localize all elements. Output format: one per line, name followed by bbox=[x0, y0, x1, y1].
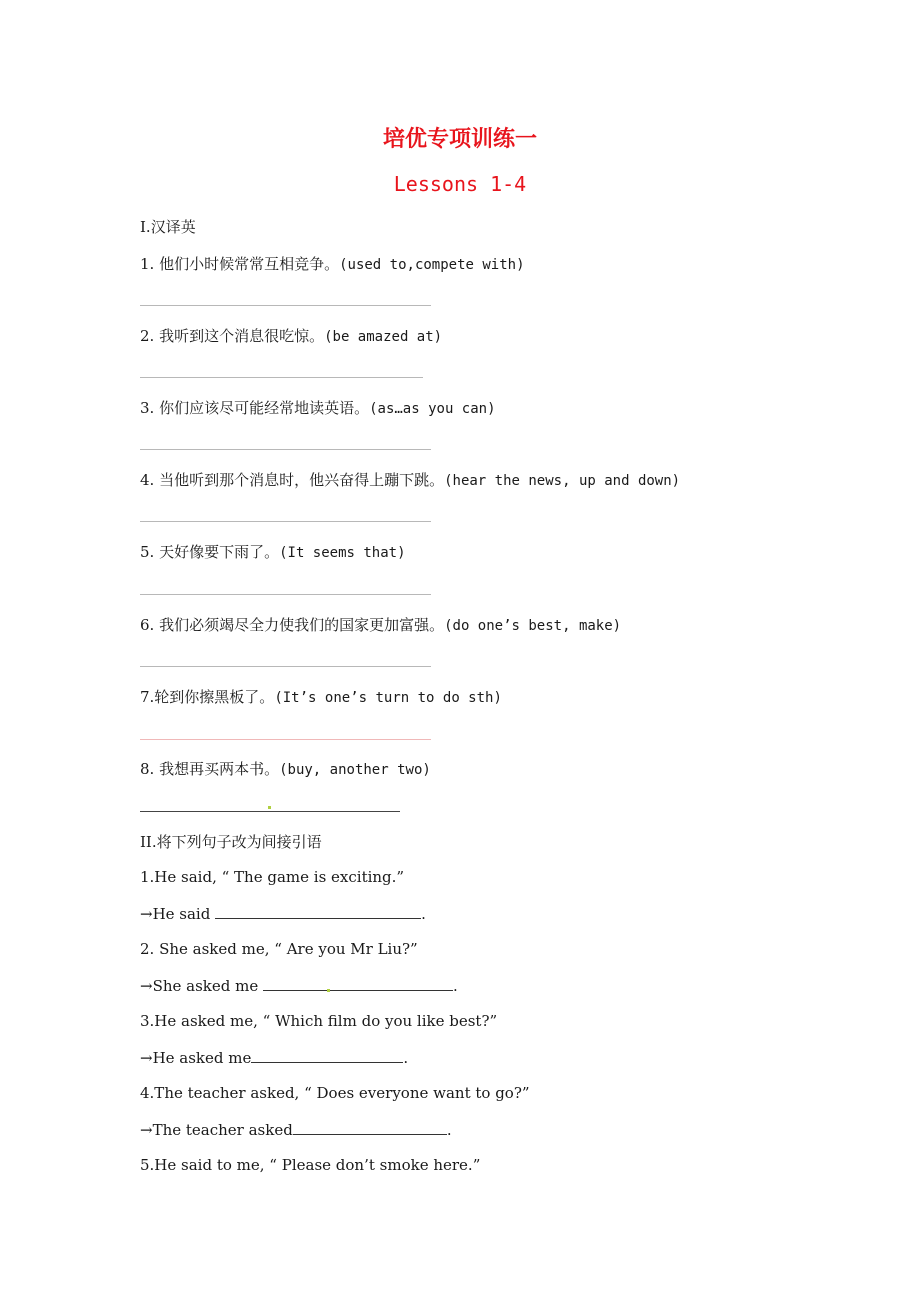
answer-prefix: →He asked me bbox=[140, 1049, 252, 1067]
answer-end: . bbox=[453, 977, 458, 995]
answer-prefix: →The teacher asked bbox=[140, 1121, 293, 1139]
answer-prefix: →She asked me bbox=[140, 977, 263, 995]
page-title: 培优专项训练一 bbox=[382, 127, 537, 152]
answer-prefix: →He said bbox=[140, 905, 216, 923]
sentence-2: 2. She asked me, “ Are you Mr Liu?” bbox=[140, 940, 418, 958]
question-text: 5. 天好像要下雨了。 bbox=[140, 543, 280, 561]
question-text: 4. 当他听到那个消息时，他兴奋得上蹦下跳。 bbox=[140, 471, 445, 489]
answer-line[interactable] bbox=[140, 305, 431, 306]
sentence-5: 5.He said to me, “ Please don’t smoke here.” bbox=[140, 1156, 481, 1174]
question-text: 6. 我们必须竭尽全力使我们的国家更加富强。 bbox=[140, 616, 445, 634]
sentence-3: 3.He asked me, “ Which film do you like best?” bbox=[140, 1012, 498, 1030]
answer-blank[interactable] bbox=[263, 976, 453, 991]
answer-line[interactable] bbox=[140, 521, 431, 522]
question-4 bbox=[140, 469, 680, 490]
question-7 bbox=[140, 686, 502, 707]
section-1-heading: I.汉译英 bbox=[140, 218, 196, 236]
answer-line[interactable] bbox=[140, 377, 423, 378]
question-6 bbox=[140, 614, 621, 635]
speck-mark bbox=[327, 989, 330, 992]
question-hint: (be amazed at) bbox=[324, 329, 443, 345]
question-text: 7.轮到你擦黑板了。 bbox=[140, 688, 275, 706]
answer-blank[interactable] bbox=[215, 904, 421, 919]
answer-row-4 bbox=[140, 1120, 452, 1139]
answer-line[interactable] bbox=[140, 594, 431, 595]
answer-line[interactable] bbox=[140, 449, 431, 450]
answer-end: . bbox=[446, 1121, 452, 1139]
question-1 bbox=[140, 253, 525, 274]
sentence-1: 1.He said, “ The game is exciting.” bbox=[140, 868, 405, 886]
question-5 bbox=[140, 541, 406, 562]
question-text: 2. 我听到这个消息很吃惊。 bbox=[140, 327, 325, 345]
answer-end: . bbox=[421, 905, 426, 923]
answer-end: . bbox=[403, 1049, 409, 1067]
section-2-heading: II.将下列句子改为间接引语 bbox=[140, 833, 322, 851]
question-text: 1. 他们小时候常常互相竞争。 bbox=[140, 255, 340, 273]
question-8 bbox=[140, 758, 431, 779]
question-hint: (It’s one’s turn to do sth) bbox=[274, 690, 502, 706]
question-hint: (hear the news, up and down) bbox=[444, 473, 681, 489]
answer-row-1 bbox=[140, 904, 426, 923]
question-hint: (do one’s best, make) bbox=[444, 618, 622, 634]
question-2 bbox=[140, 325, 442, 346]
question-hint: (It seems that) bbox=[279, 545, 406, 561]
page-subtitle: Lessons 1-4 bbox=[393, 172, 527, 196]
question-3 bbox=[140, 397, 496, 418]
answer-line[interactable] bbox=[140, 666, 431, 667]
question-text: 3. 你们应该尽可能经常地读英语。 bbox=[140, 399, 370, 417]
answer-line[interactable] bbox=[140, 811, 400, 812]
speck-mark bbox=[268, 806, 271, 809]
question-hint: (buy, another two) bbox=[279, 762, 431, 778]
sentence-4: 4.The teacher asked, “ Does everyone want to go?” bbox=[140, 1084, 530, 1102]
answer-blank[interactable] bbox=[251, 1048, 403, 1063]
question-text: 8. 我想再买两本书。 bbox=[140, 760, 280, 778]
answer-blank[interactable] bbox=[293, 1120, 447, 1135]
answer-line[interactable] bbox=[140, 739, 431, 740]
answer-row-3 bbox=[140, 1048, 408, 1067]
answer-row-2 bbox=[140, 976, 458, 995]
question-hint: (used to,compete with) bbox=[339, 257, 525, 273]
question-hint: (as…as you can) bbox=[369, 401, 496, 417]
